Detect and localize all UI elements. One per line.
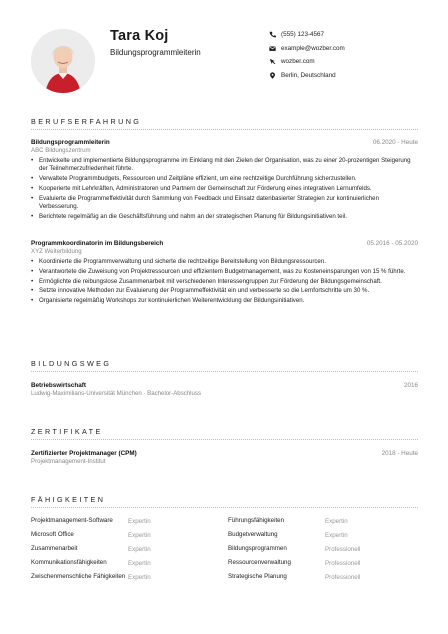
- job-bullet: • Verwaltete Programmbudgets, Ressourcen und Zeitpläne effizient, um eine rechtzeitige Durchführung sicherzustellen.: [31, 175, 418, 183]
- contact-email[interactable]: [268, 42, 345, 56]
- job-title: Bildungsprogrammleiterin: [31, 139, 110, 146]
- skill-name: Microsoft Office: [31, 530, 74, 538]
- location-icon: [268, 71, 276, 79]
- skill-item: [228, 545, 360, 553]
- job-bullet: • Entwickelte und implementierte Bildungsprogramme im Einklang mit den Zielen der Organisation, was zu einer 20-prozentigen Steigerung der Teilnehmerzufriedenheit führte.: [31, 157, 418, 174]
- job-entry: [31, 240, 418, 307]
- education-date: 2016: [403, 382, 418, 389]
- job-bullet: • Berichtete regelmäßig an die Geschäftsführung und nahm an der strategischen Planung für Bildungsinitiativen teil.: [31, 213, 418, 221]
- job-bullets: [31, 157, 418, 221]
- skill-item: [228, 517, 360, 525]
- contact-location-text: Berlin, Deutschland: [281, 71, 336, 79]
- skill-item: [228, 573, 360, 581]
- section-title-experience: BERUFSERFAHRUNG: [31, 117, 142, 126]
- skill-name: Ressourcenverwaltung: [228, 558, 291, 566]
- section-divider: [31, 507, 418, 508]
- skill-item: [31, 545, 151, 553]
- job-entry: [31, 139, 418, 223]
- phone-icon: [268, 31, 276, 39]
- skill-level: Expertin: [128, 573, 151, 581]
- avatar-photo: [31, 29, 95, 93]
- skill-name: Zusammenarbeit: [31, 544, 78, 552]
- skill-name: Budgetverwaltung: [228, 530, 278, 538]
- skill-item: [31, 531, 151, 539]
- skills-column-right: [228, 517, 360, 587]
- candidate-role: Bildungsprogrammleiterin: [110, 48, 201, 57]
- job-bullet: • Ermöglichte die reibungslose Zusammenarbeit mit verschiedenen Interessengruppen zur Förderung der Bildungsgemeinschaft.: [31, 278, 418, 286]
- skill-level: Expertin: [128, 559, 151, 567]
- job-date: 06.2020 - Heute: [372, 139, 418, 146]
- section-divider: [31, 371, 418, 372]
- job-bullet: • Kooperierte mit Lehrkräften, Administratoren und Partnern der Gemeinschaft zur Förderung eines integrativen Lernumfelds.: [31, 185, 418, 193]
- section-divider: [31, 439, 418, 440]
- skill-level: Professionell: [325, 559, 361, 567]
- certificate-entry: [31, 450, 418, 465]
- skill-level: Expertin: [325, 531, 348, 539]
- job-bullet: • Verantwortete die Zuweisung von Projektressourcen und effizientem Budgetmanagement, was zu Kosteneinsparungen von 15 % führte.: [31, 268, 418, 276]
- skill-level: Expertin: [325, 517, 348, 525]
- skill-item: [228, 559, 360, 567]
- skill-level: Professionell: [325, 573, 361, 581]
- skill-item: [228, 531, 360, 539]
- job-bullets: [31, 258, 418, 306]
- education-title: Betriebswirtschaft: [31, 382, 86, 389]
- mail-icon: [268, 44, 276, 52]
- job-company: XYZ Weiterbildung: [31, 248, 82, 255]
- skill-name: Kommunikationsfähigkeiten: [31, 558, 107, 566]
- job-bullet: • Evaluierte die Programmeffektivität durch Sammlung von Feedback und Einsatz datenbasierter Strategien zur kontinuierlichen Verbesserung.: [31, 195, 418, 212]
- job-date: 05.2016 - 05.2020: [366, 240, 418, 247]
- section-title-skills: FÄHIGKEITEN: [31, 495, 106, 504]
- education-institution: Ludwig-Maximilians-Universität München · Bachelor-Abschluss: [31, 390, 202, 397]
- contact-website[interactable]: [268, 55, 345, 69]
- skill-name: Zwischenmenschliche Fähigkeiten: [31, 572, 126, 580]
- avatar: [31, 29, 95, 93]
- contact-website-text[interactable]: wozber.com: [281, 58, 315, 66]
- skills-column-left: [31, 517, 151, 587]
- link-icon: [268, 58, 276, 66]
- job-title: Programmkoordinatorin im Bildungsbereich: [31, 240, 164, 247]
- skill-level: Expertin: [128, 517, 151, 525]
- skill-item: [31, 559, 151, 567]
- section-title-education: BILDUNGSWEG: [31, 359, 112, 368]
- certificate-title: Zertifizierter Projektmanager (CPM): [31, 450, 137, 457]
- skill-name: Strategische Planung: [228, 572, 287, 580]
- job-bullet: • Organisierte regelmäßig Workshops zur kontinuierlichen Weiterentwicklung der Bildungsinitiativen.: [31, 297, 418, 305]
- contact-list: [268, 28, 345, 82]
- candidate-name: Tara Koj: [110, 28, 169, 44]
- skill-level: Expertin: [128, 531, 151, 539]
- skill-name: Bildungsprogrammen: [228, 544, 287, 552]
- contact-phone: [268, 28, 345, 42]
- contact-email-text[interactable]: example@wozber.com: [281, 44, 345, 52]
- skill-name: Projektmanagement-Software: [31, 517, 113, 524]
- section-title-certificates: ZERTIFIKATE: [31, 427, 103, 436]
- section-divider: [31, 129, 418, 130]
- skill-item: [31, 517, 151, 525]
- certificate-date: 2018 - Heute: [381, 450, 418, 457]
- skill-name: Führungsfähigkeiten: [228, 517, 285, 524]
- job-bullet: • Setzte innovative Methoden zur Evaluierung der Programmeffektivität ein und verbesserte so die Lernfortschritte um 30 %.: [31, 287, 418, 295]
- resume-header: [0, 0, 448, 100]
- skill-level: Expertin: [128, 545, 151, 553]
- contact-phone-text: (555) 123-4567: [281, 31, 325, 39]
- skill-item: [31, 573, 151, 581]
- contact-location: [268, 69, 345, 83]
- education-entry: [31, 382, 418, 397]
- certificate-issuer: Projektmanagement-Institut: [31, 458, 106, 465]
- job-company: ABC Bildungszentrum: [31, 147, 91, 154]
- skill-level: Professionell: [325, 545, 361, 553]
- job-bullet: • Koordinierte die Programmverwaltung und sicherte die rechtzeitige Bereitstellung von Bildungsressourcen.: [31, 258, 418, 266]
